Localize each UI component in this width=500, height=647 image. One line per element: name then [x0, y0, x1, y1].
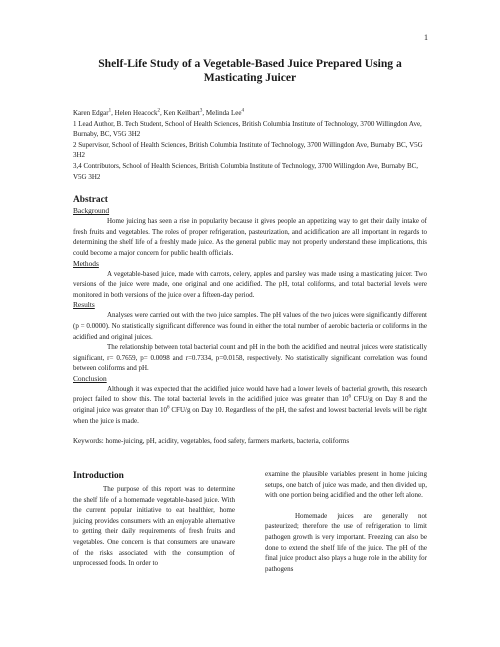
author-1-sup: 1	[108, 108, 112, 114]
introduction-paragraph-2: Homemade juices are generally not pasteurized; therefore the use of refrigeration to limit pathogen growth is very important. Freezing can also be done to extend the shelf life of the juice. The pH of the final juice product also plays a huge role in the ability for pathogens	[265, 511, 427, 573]
conclusion-sup-1: 6	[348, 395, 351, 401]
conclusion-heading: Conclusion	[73, 373, 107, 383]
conclusion-paragraph	[73, 384, 427, 426]
page-number: 1	[424, 33, 428, 42]
introduction-paragraph-1-cont: examine the plausible variables present in home juicing setups, one batch of juice was made, and then divided up, with one portion being acidified and the other left alone.	[265, 470, 427, 500]
abstract-heading: Abstract	[73, 195, 108, 206]
affiliation-1: 1 Lead Author, B. Tech Student, School of Health Sciences, British Columbia Institute of Technology, 3700 Willingdon Ave, Burnaby, BC, V5G 3H2	[73, 119, 422, 139]
author-3: , Ken Keilbart	[160, 109, 200, 117]
author-3-sup: 3	[199, 108, 203, 114]
introduction-heading: Introduction	[73, 471, 124, 481]
conclusion-sup-2: 6	[167, 405, 170, 411]
introduction-paragraph-1: The purpose of this report was to determine the shelf life of a homemade vegetable-based juice. With the current popular initiative to eat healthier, home juicing provides consumers with an enjoyable alternative to getting their daily requirements of fresh fruits and vegetables. One concern is that consumers are unaware of the risks associated with the consumption of unprocessed foods. In order to	[73, 485, 235, 568]
author-2: , Helen Heacock	[111, 109, 158, 117]
affiliation-2: 2 Supervisor, School of Health Sciences, British Columbia Institute of Technology, 3700 Willingdon Ave, Burnaby BC, V5G 3H2	[73, 140, 423, 160]
paper-content	[73, 57, 427, 447]
affiliation-3: 3,4 Contributors, School of Health Sciences, British Columbia Institute of Technology, 3700 Willingdon Ave, Burnaby BC, V5G 3H2	[73, 161, 419, 181]
paper-title: Shelf-Life Study of a Vegetable-Based Juice Prepared Using a Masticating Juicer	[98, 57, 402, 84]
background-paragraph: Home juicing has seen a rise in popularity because it gives people an appetizing way to get their daily intake of fresh fruits and vegetables. The roles of proper refrigeration, pasteurization, and acidification are all important in regards to determining the shelf life of a freshly made juice. As the general public may not properly understand these implications, this could become a major concern for public health officials.	[73, 217, 427, 257]
results-paragraph-1: Analyses were carried out with the two juice samples. The pH values of the two juices were significantly different (p = 0.0000). No statistically significant difference was found in either the total number of aerobic bacteria or coliforms in the acidified and original juices.	[73, 311, 427, 341]
conclusion-text-c: CFU/g on Day 10. Regardless of the pH, the safest and lowest bacterial levels will be right when the juice is made.	[73, 406, 427, 425]
author-list	[73, 108, 427, 119]
author-4: , Melinda Lee	[202, 109, 242, 117]
two-column-body	[73, 469, 427, 574]
methods-paragraph: A vegetable-based juice, made with carrots, celery, apples and parsley was made using a masticating juicer. Two versions of the juice were made, one original and one acidified. The pH, total coliforms, and total bacterial levels were monitored in both versions of the juice over a fifteen-day period.	[73, 269, 427, 299]
author-4-sup: 4	[241, 108, 244, 114]
results-paragraph-2: The relationship between total bacterial count and pH in the both the acidified and neutral juices were statistically significant, r= 0.7659, p= 0.0098 and r=0.7334, p=0.0158, respectively. No statistically significant correlation was found between coliforms and pH.	[73, 343, 427, 373]
results-heading: Results	[73, 300, 95, 310]
author-block	[73, 108, 427, 182]
conclusion-text-b: CFU/g on Day 8 and the original juice was greater than 10	[73, 395, 427, 415]
right-column	[265, 469, 427, 574]
keywords-line: Keywords: home-juicing, pH, acidity, vegetables, food safety, farmers markets, bacteria, coliforms	[73, 437, 350, 446]
conclusion-text-a: Although it was expected that the acidified juice would have had a lower levels of bacterial growth, this research project failed to show this. The total bacterial levels in the acidified juice was greater than 10	[73, 384, 427, 404]
author-1: Karen Edgar	[73, 109, 109, 117]
author-2-sup: 2	[157, 108, 161, 114]
background-heading: Background	[73, 206, 110, 216]
left-column	[73, 469, 235, 574]
methods-heading: Methods	[73, 258, 99, 268]
